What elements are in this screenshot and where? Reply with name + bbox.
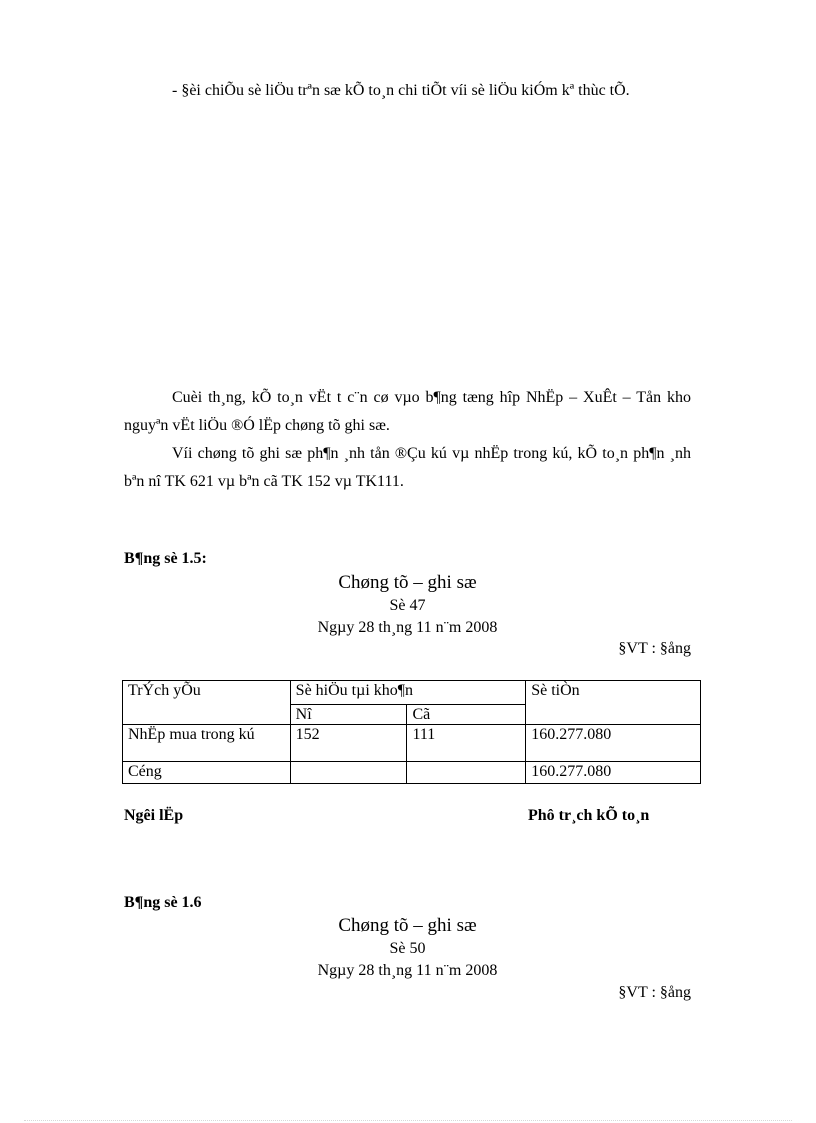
cell-debit: 152 (290, 725, 407, 762)
cell-amount: 160.277.080 (526, 725, 701, 762)
voucher-date-50: Ngµy 28 th¸ng 11 n¨m 2008 (317, 962, 498, 979)
table-label-1-6: B¶ng sè 1.6 (124, 894, 202, 911)
signature-preparer: Ngêi lËp (124, 807, 184, 824)
voucher-number-50: Sè 50 (389, 940, 426, 957)
voucher-title-47: Chøng tõ – ghi sæ (338, 572, 477, 593)
cell-description: Céng (123, 762, 291, 784)
paragraph-voucher: Víi chøng tõ ghi sæ ph¶n ¸nh tån ®Çu kú vµ nhËp trong kú, kÕ to¸n ph¶n ¸nh bªn nî TK 621 vµ bªn cã TK 152 vµ TK111. (124, 445, 691, 490)
header-amount: Sè tiÒn (526, 681, 701, 725)
table-row-total (123, 762, 701, 784)
paragraph-reconcile: - §èi chiÕu sè liÖu trªn sæ kÕ to¸n chi tiÕt víi sè liÖu kiÓm kª thùc tÕ. (172, 82, 630, 99)
header-debit: Nî (290, 705, 407, 725)
paragraph-month-end: Cuèi th¸ng, kÕ to¸n vËt t c¨n cø vµo b¶ng tæng hîp NhËp – XuÊt – Tån kho nguyªn vËt liÖu ®Ó lËp chøng tõ ghi sæ. (124, 389, 691, 434)
header-account-group: Sè hiÖu tµi kho¶n (290, 681, 526, 705)
page-bottom-divider (24, 1120, 792, 1121)
currency-unit-50: §VT : §ång (618, 984, 691, 1001)
cell-credit (407, 762, 526, 784)
voucher-date-47: Ngµy 28 th¸ng 11 n¨m 2008 (317, 619, 498, 636)
voucher-number-47: Sè 47 (389, 597, 426, 614)
cell-credit: 111 (407, 725, 526, 762)
voucher-table-47 (122, 680, 701, 784)
signature-chief-accountant: Phô tr¸ch kÕ to¸n (528, 807, 650, 824)
cell-amount: 160.277.080 (526, 762, 701, 784)
cell-description: NhËp mua trong kú (123, 725, 291, 762)
header-description: TrÝch yÕu (123, 681, 291, 725)
table-label-1-5: B¶ng sè 1.5: (124, 550, 207, 567)
table-row (123, 725, 701, 762)
currency-unit-47: §VT : §ång (618, 640, 691, 657)
header-credit: Cã (407, 705, 526, 725)
cell-debit (290, 762, 407, 784)
voucher-title-50: Chøng tõ – ghi sæ (338, 915, 477, 936)
